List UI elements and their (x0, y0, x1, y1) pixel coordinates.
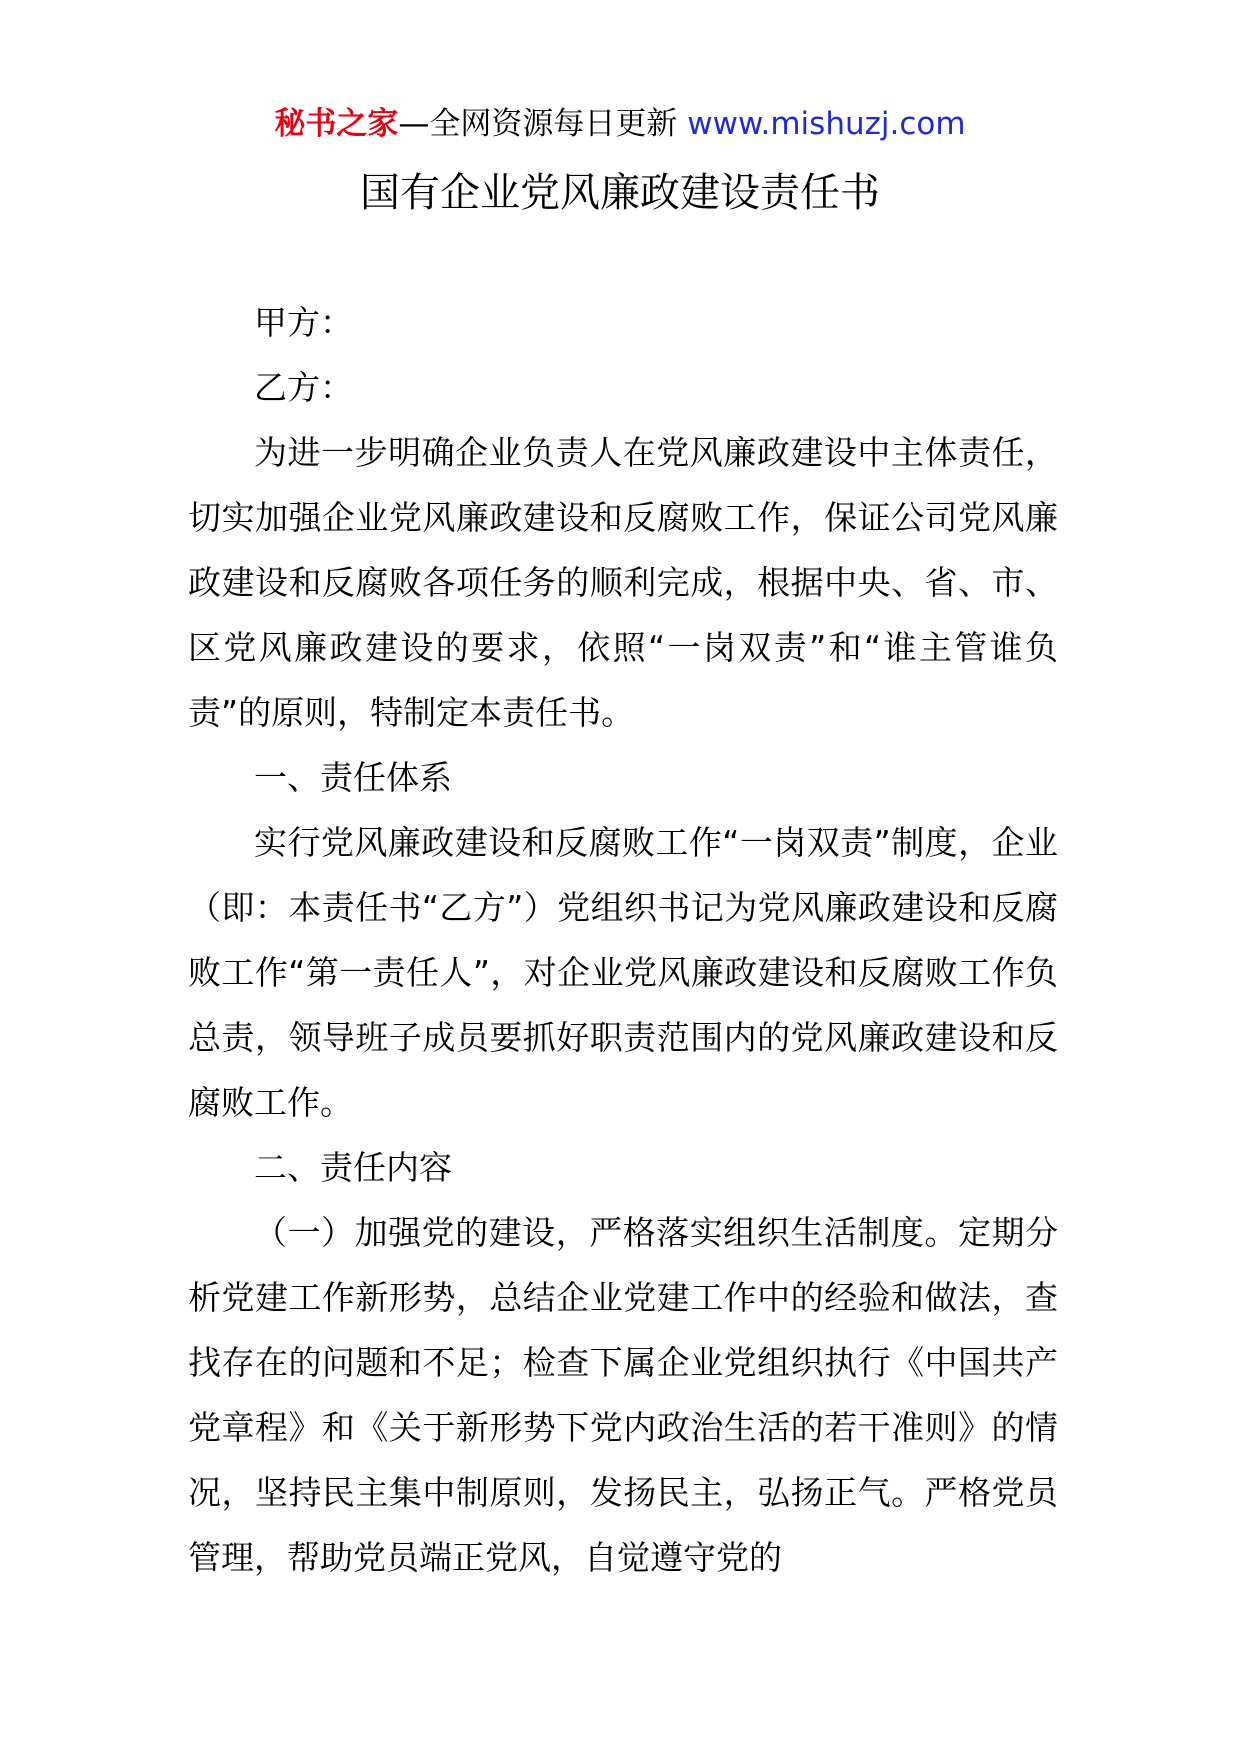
site-tagline: —全网资源每日更新 (398, 106, 688, 142)
section-1-paragraph: 实行党风廉政建设和反腐败工作“一岗双责”制度，企业（即：本责任书“乙方”）党组织书记为党风廉政建设和反腐败工作“第一责任人”，对企业党风廉政建设和反腐败工作负总责，领导班子成员要抓好职责范围内的党风廉政建设和反腐败工作。 (188, 823, 1058, 1122)
document-title: 国有企业党风廉政建设责任书 (360, 170, 880, 216)
site-header (0, 100, 1240, 148)
section-heading-1: 一、责任体系 (254, 758, 452, 797)
section-2-paragraph-1: （一）加强党的建设，严格落实组织生活制度。定期分析党建工作新形势，总结企业党建工作中的经验和做法，查找存在的问题和不足；检查下属企业党组织执行《中国共产党章程》和《关于新形势下党内政治生活的若干准则》的情况，坚持民主集中制原则，发扬民主，弘扬正气。严格党员管理，帮助党员端正党风，自觉遵守党的 (188, 1213, 1058, 1577)
party-a-line: 甲方： (254, 303, 353, 342)
intro-paragraph: 为进一步明确企业负责人在党风廉政建设中主体责任，切实加强企业党风廉政建设和反腐败工作，保证公司党风廉政建设和反腐败各项任务的顺利完成，根据中央、省、市、区党风廉政建设的要求，依照“一岗双责”和“谁主管谁负责”的原则，特制定本责任书。 (188, 433, 1058, 732)
section-heading-2: 二、责任内容 (254, 1148, 452, 1187)
party-b-line: 乙方： (254, 368, 353, 407)
site-url-link[interactable]: www.mishuzj.com (687, 106, 966, 142)
document-body (188, 290, 1058, 1590)
site-brand: 秘书之家 (274, 106, 399, 142)
